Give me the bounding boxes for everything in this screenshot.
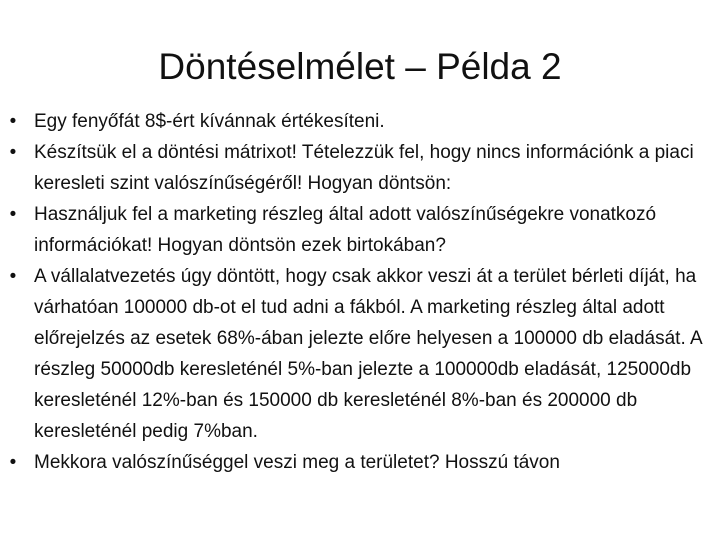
bullet-text: Egy fenyőfát 8$-ért kívánnak értékesíteni. [34,111,385,132]
bullet-text: Készítsük el a döntési mátrixot! Tételezzük fel, hogy nincs információnk a piaci keresleti szint valószínűségéről! Hogyan döntsön: [34,142,694,194]
bullet-dot-icon: • [9,111,17,132]
slide-title: Döntéselmélet – Példa 2 [158,46,562,87]
bullet-text: Használjuk fel a marketing részleg által adott valószínűségekre vonatkozó információkat! Hogyan döntsön ezek birtokában? [34,204,657,256]
bullet-list [9,106,710,478]
bullet-item [9,199,710,261]
bullet-item [9,261,710,447]
bullet-text: Mekkora valószínűséggel veszi meg a területet? Hosszú távon [34,452,560,473]
bullet-item [9,137,710,199]
bullet-dot-icon: • [9,266,17,287]
bullet-dot-icon: • [9,142,17,163]
bullet-item [9,447,710,478]
bullet-text: A vállalatvezetés úgy döntött, hogy csak akkor veszi át a terület bérleti díját, ha várhatóan 100000 db-ot el tud adni a fákból. A marketing részleg által adott előrejelzés az esetek 68%-ában jelezte előre helyesen a 100000 db eladását. A részleg 50000db keresleténél 5%-ban jelezte a 100000db eladását, 125000db keresleténél 12%-ban és 150000 db keresleténél 8%-ban és 200000 db keresleténél pedig 7%ban. [34,266,702,442]
bullet-item [9,106,710,137]
bullet-dot-icon: • [9,204,17,225]
bullet-dot-icon: • [9,452,17,473]
